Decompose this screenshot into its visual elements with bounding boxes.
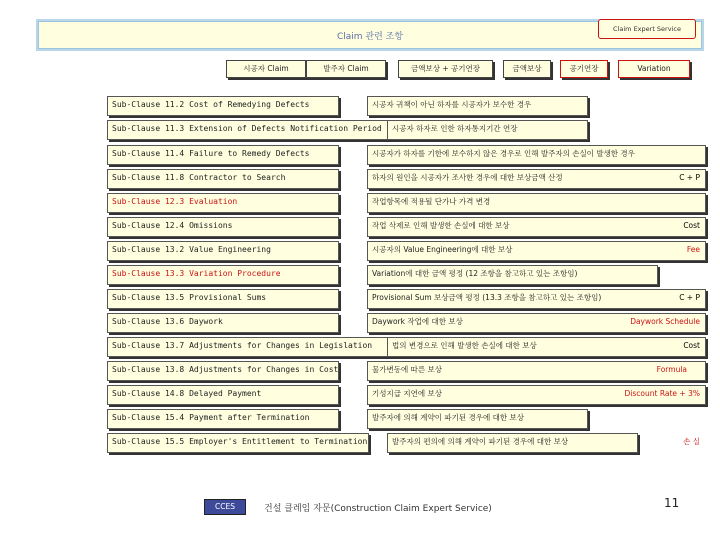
table-row <box>107 217 700 235</box>
clause-label: Sub-Clause 11.3 Extension of Defects Notification Period <box>107 120 389 140</box>
clause-description: 시공자가 하자를 기한에 보수하지 않은 경우로 인해 발주자의 손실이 발생한 경우 <box>367 145 706 165</box>
footer-text: 건설 클레임 자문(Construction Claim Expert Service) <box>264 504 492 514</box>
table-row <box>107 145 700 163</box>
clause-description: 작업항목에 적용될 단가나 가격 변경 <box>367 193 706 213</box>
basis-tag: Daywork Schedule <box>630 317 700 326</box>
basis-tag: Discount Rate + 3% <box>624 389 700 398</box>
clause-label: Sub-Clause 13.3 Variation Procedure <box>107 265 339 285</box>
header-time: 공기연장 <box>560 60 608 78</box>
clause-label: Sub-Clause 12.4 Omissions <box>107 217 339 237</box>
clause-label: Sub-Clause 14.8 Delayed Payment <box>107 385 339 405</box>
table-row <box>107 120 700 138</box>
basis-tag: C + P <box>679 173 700 182</box>
clause-description: 발주자의 편의에 의해 계약이 파기된 경우에 대한 보상 <box>387 433 638 453</box>
clause-description: 기성지급 지연에 보상 <box>367 385 706 405</box>
clause-description: 작업 삭제로 인해 발생한 손실에 대한 보상 <box>367 217 706 237</box>
table-row <box>107 193 700 211</box>
table-row <box>107 385 700 403</box>
basis-tag: Cost <box>683 221 700 230</box>
clause-label: Sub-Clause 13.8 Adjustments for Changes in Cost <box>107 361 339 381</box>
clause-label: Sub-Clause 13.5 Provisional Sums <box>107 289 339 309</box>
clause-description: 시공자의 Value Engineering에 대한 보상 <box>367 241 706 261</box>
header-variation: Variation <box>618 60 690 78</box>
page-title: Claim 관련 조항 <box>336 32 404 42</box>
table-row <box>107 241 700 259</box>
clause-description: 시공자 하자로 인한 하자통지기간 연장 <box>387 120 588 140</box>
clause-description: 발주자에 의해 계약이 파기된 경우에 대한 보상 <box>367 409 588 429</box>
table-row <box>107 361 700 379</box>
clause-description: 법의 변경으로 인해 발생한 손실에 대한 보상 <box>387 337 706 357</box>
table-row <box>107 96 700 114</box>
clause-label: Sub-Clause 15.5 Employer's Entitlement to Termination <box>107 433 369 453</box>
basis-tag: 손 실 <box>683 437 700 446</box>
clause-description: Provisional Sum 보상금액 평정 (13.3 조항을 참고하고 있는 조항임) <box>367 289 706 309</box>
table-row <box>107 433 700 451</box>
clause-description: 시공자 귀책이 아닌 하자를 시공자가 보수한 경우 <box>367 96 588 116</box>
basis-tag: Fee <box>686 245 700 254</box>
table-row <box>107 313 700 331</box>
clause-label: Sub-Clause 12.3 Evaluation <box>107 193 339 213</box>
clause-label: Sub-Clause 11.2 Cost of Remedying Defects <box>107 96 339 116</box>
clause-label: Sub-Clause 15.4 Payment after Termination <box>107 409 339 429</box>
clause-label: Sub-Clause 11.4 Failure to Remedy Defects <box>107 145 339 165</box>
table-row <box>107 289 700 307</box>
clause-description: 하자의 원인을 시공자가 조사한 경우에 대한 보상금액 산정 <box>367 169 706 189</box>
table-row <box>107 169 700 187</box>
header-employer-claim: 발주자 Claim <box>306 60 386 78</box>
header-cost: 금액보상 <box>503 60 551 78</box>
table-row <box>107 337 700 355</box>
page-number: 11 <box>664 496 680 510</box>
basis-tag: Formula <box>656 365 687 374</box>
basis-tag: C + P <box>679 293 700 302</box>
cces-logo: CCES <box>204 499 246 515</box>
basis-tag: Cost <box>683 341 700 350</box>
service-badge: Claim Expert Service <box>598 19 696 39</box>
clause-description: Variation에 대한 금액 평정 (12 조항을 참고하고 있는 조항임) <box>367 265 658 285</box>
clause-label: Sub-Clause 11.8 Contractor to Search <box>107 169 339 189</box>
header-cost-and-time: 금액보상 + 공기연장 <box>398 60 493 78</box>
clause-label: Sub-Clause 13.6 Daywork <box>107 313 339 333</box>
clause-label: Sub-Clause 13.2 Value Engineering <box>107 241 339 261</box>
clause-description: Daywork 작업에 대한 보상 <box>367 313 706 333</box>
table-row <box>107 409 700 427</box>
clause-label: Sub-Clause 13.7 Adjustments for Changes in Legislation <box>107 337 389 357</box>
clause-description: 물가변동에 따른 보상 <box>367 361 706 381</box>
table-row <box>107 265 700 283</box>
header-contractor-claim: 시공자 Claim <box>226 60 306 78</box>
